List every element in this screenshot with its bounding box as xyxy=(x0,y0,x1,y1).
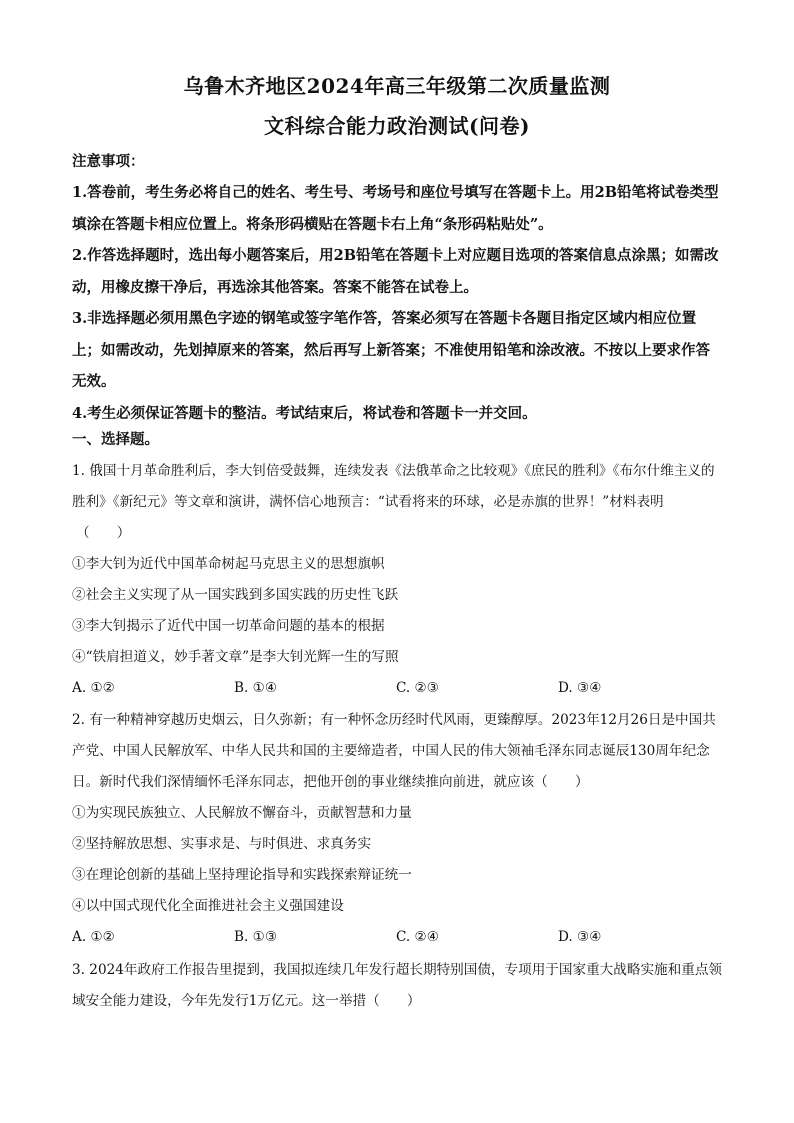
question-1-item: ①李大钊为近代中国革命树起马克思主义的思想旗帜 xyxy=(72,556,385,572)
question-2-item: ④以中国式现代化全面推进社会主义强国建设 xyxy=(72,898,344,914)
notice-item-2: 2.作答选择题时，选出每小题答案后，用2B铅笔在答题卡上对应题目选项的答案信息点涂黑；如需改动，用橡皮擦干净后，再选涂其他答案。答案不能答在试卷上。 xyxy=(72,247,719,296)
question-1-options xyxy=(72,673,722,704)
exam-title: 乌鲁木齐地区2024年高三年级第二次质量监测 xyxy=(183,74,611,98)
notice-item-3: 3.非选择题必须用黑色字迹的钢笔或签字笔作答，答案必须写在答题卡各题目指定区域内相应位置上；如需改动，先划掉原来的答案，然后再写上新答案；不准使用铅笔和涂改液。不按以上要求作答无效。 xyxy=(72,310,710,390)
notice-item-1: 1.答卷前，考生务必将自己的姓名、考生号、考场号和座位号填写在答题卡上。用2B铅笔将试卷类型填涂在答题卡相应位置上。将条形码横贴在答题卡右上角“条形码粘贴处”。 xyxy=(72,184,719,233)
option-b: B. ①④ xyxy=(234,680,278,696)
option-d: D. ③④ xyxy=(558,929,602,945)
question-1 xyxy=(72,456,726,704)
exam-subtitle: 文科综合能力政治测试(问卷) xyxy=(264,114,530,138)
question-2 xyxy=(72,705,726,953)
question-3 xyxy=(72,955,726,1017)
question-1-item: ④“铁肩担道义，妙手著文章”是李大钊光辉一生的写照 xyxy=(72,649,399,665)
question-2-options xyxy=(72,922,722,953)
option-c: C. ②④ xyxy=(396,929,439,945)
question-2-item: ②坚持解放思想、实事求是、与时俱进、求真务实 xyxy=(72,836,372,852)
question-1-item: ②社会主义实现了从一国实践到多国实践的历史性飞跃 xyxy=(72,587,399,603)
answer-blank: （ ） xyxy=(76,525,131,541)
question-3-stem: 3. 2024年政府工作报告里提到，我国拟连续几年发行超长期特别国债，专项用于国家重大战略实施和重点领域安全能力建设，今年先发行1万亿元。这一举措（ ） xyxy=(72,962,723,1009)
option-c: C. ②③ xyxy=(396,680,439,696)
question-1-item: ③李大钊揭示了近代中国一切革命问题的基本的根据 xyxy=(72,618,385,634)
notice-list xyxy=(72,177,722,429)
question-2-item: ③在理论创新的基础上坚持理论指导和实践探索辩证统一 xyxy=(72,867,412,883)
section-title: 一、选择题。 xyxy=(72,431,159,448)
notice-heading: 注意事项： xyxy=(72,153,145,170)
notice-item-4: 4.考生必须保证答题卡的整洁。考试结束后，将试卷和答题卡一并交回。 xyxy=(72,404,537,422)
question-2-stem: 2. 有一种精神穿越历史烟云，日久弥新；有一种怀念历经时代风雨，更臻醇厚。2023年12月26日是中国共产党、中国人民解放军、中华人民共和国的主要缔造者，中国人民的伟大领袖毛泽东同志诞辰130周年纪念日。新时代我们深情缅怀毛泽东同志，把他开创的事业继续推向前进，就应该（ ） xyxy=(72,712,716,790)
option-b: B. ①③ xyxy=(234,929,278,945)
question-2-item: ①为实现民族独立、人民解放不懈奋斗，贡献智慧和力量 xyxy=(72,805,412,821)
question-1-stem: 1. 俄国十月革命胜利后，李大钊倍受鼓舞，连续发表《法俄革命之比较观》《庶民的胜利》《布尔什维主义的胜利》《新纪元》等文章和演讲，满怀信心地预言：“试看将来的环球，必是赤旗的世界！”材料表明 （ ） xyxy=(72,456,726,549)
option-a: A. ①② xyxy=(72,680,115,696)
option-a: A. ①② xyxy=(72,929,115,945)
option-d: D. ③④ xyxy=(558,680,602,696)
